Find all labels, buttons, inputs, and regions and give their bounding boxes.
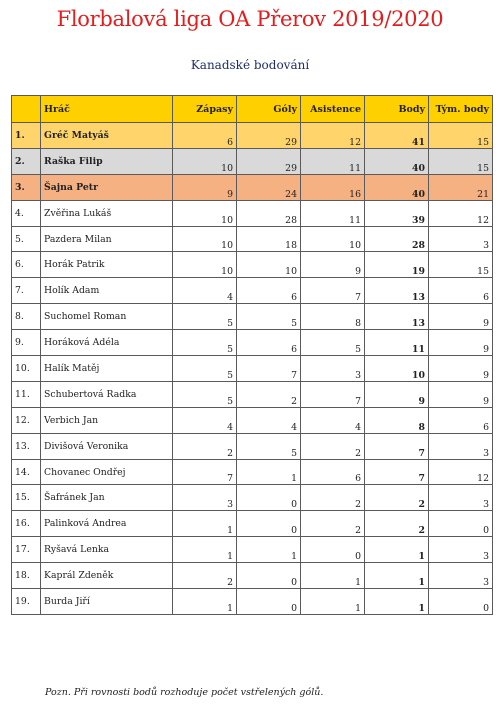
matches-cell: 2 xyxy=(173,433,237,459)
table-row xyxy=(12,459,493,485)
row-rank: 7. xyxy=(12,278,41,304)
points-cell: 13 xyxy=(365,304,429,330)
team-points-cell: 9 xyxy=(429,304,493,330)
assists-cell: 10 xyxy=(301,226,365,252)
table-row xyxy=(12,148,493,174)
team-points-cell: 15 xyxy=(429,252,493,278)
team-points-cell: 12 xyxy=(429,200,493,226)
goals-cell: 1 xyxy=(237,537,301,563)
player-name: Šajna Petr xyxy=(41,174,173,200)
assists-cell: 1 xyxy=(301,589,365,615)
player-name: Holík Adam xyxy=(41,278,173,304)
player-name: Burda Jiří xyxy=(41,589,173,615)
goals-cell: 5 xyxy=(237,433,301,459)
row-rank: 13. xyxy=(12,433,41,459)
matches-cell: 1 xyxy=(173,511,237,537)
team-points-cell: 9 xyxy=(429,381,493,407)
table-row xyxy=(12,304,493,330)
team-points-cell: 12 xyxy=(429,459,493,485)
goals-cell: 7 xyxy=(237,356,301,382)
assists-cell: 2 xyxy=(301,433,365,459)
table-row xyxy=(12,537,493,563)
table-row xyxy=(12,174,493,200)
matches-cell: 4 xyxy=(173,278,237,304)
player-name: Raška Filip xyxy=(41,148,173,174)
row-rank: 18. xyxy=(12,563,41,589)
points-cell: 40 xyxy=(365,174,429,200)
team-points-cell: 15 xyxy=(429,123,493,149)
table-row xyxy=(12,563,493,589)
points-cell: 9 xyxy=(365,381,429,407)
row-rank: 16. xyxy=(12,511,41,537)
player-name: Ryšavá Lenka xyxy=(41,537,173,563)
goals-cell: 6 xyxy=(237,330,301,356)
points-cell: 13 xyxy=(365,278,429,304)
player-name: Schubertová Radka xyxy=(41,381,173,407)
player-name: Horák Patrik xyxy=(41,252,173,278)
matches-cell: 1 xyxy=(173,537,237,563)
points-cell: 11 xyxy=(365,330,429,356)
matches-cell: 9 xyxy=(173,174,237,200)
matches-cell: 2 xyxy=(173,563,237,589)
goals-cell: 0 xyxy=(237,589,301,615)
player-name: Šafránek Jan xyxy=(41,485,173,511)
goals-cell: 5 xyxy=(237,304,301,330)
goals-cell: 2 xyxy=(237,381,301,407)
team-points-cell: 9 xyxy=(429,356,493,382)
table-row xyxy=(12,485,493,511)
team-points-cell: 0 xyxy=(429,589,493,615)
table-row xyxy=(12,278,493,304)
team-points-cell: 0 xyxy=(429,511,493,537)
header-player: Hráč xyxy=(41,96,173,123)
row-rank: 12. xyxy=(12,407,41,433)
table-row xyxy=(12,252,493,278)
standings-table xyxy=(11,95,493,615)
team-points-cell: 3 xyxy=(429,485,493,511)
row-rank: 1. xyxy=(12,123,41,149)
team-points-cell: 15 xyxy=(429,148,493,174)
points-cell: 40 xyxy=(365,148,429,174)
assists-cell: 11 xyxy=(301,200,365,226)
header-team-points: Tým. body xyxy=(429,96,493,123)
row-rank: 3. xyxy=(12,174,41,200)
row-rank: 10. xyxy=(12,356,41,382)
table-row xyxy=(12,226,493,252)
assists-cell: 16 xyxy=(301,174,365,200)
player-name: Horáková Adéla xyxy=(41,330,173,356)
matches-cell: 5 xyxy=(173,330,237,356)
row-rank: 5. xyxy=(12,226,41,252)
points-cell: 28 xyxy=(365,226,429,252)
header-matches: Zápasy xyxy=(173,96,237,123)
row-rank: 17. xyxy=(12,537,41,563)
player-name: Chovanec Ondřej xyxy=(41,459,173,485)
assists-cell: 9 xyxy=(301,252,365,278)
team-points-cell: 9 xyxy=(429,330,493,356)
team-points-cell: 3 xyxy=(429,226,493,252)
team-points-cell: 3 xyxy=(429,563,493,589)
points-cell: 1 xyxy=(365,589,429,615)
matches-cell: 4 xyxy=(173,407,237,433)
matches-cell: 1 xyxy=(173,589,237,615)
row-rank: 14. xyxy=(12,459,41,485)
points-cell: 7 xyxy=(365,433,429,459)
goals-cell: 1 xyxy=(237,459,301,485)
team-points-cell: 6 xyxy=(429,278,493,304)
footnote: Pozn. Při rovnosti bodů rozhoduje počet vstřelených gólů. xyxy=(45,687,324,698)
table-row xyxy=(12,356,493,382)
matches-cell: 6 xyxy=(173,123,237,149)
matches-cell: 5 xyxy=(173,381,237,407)
row-rank: 2. xyxy=(12,148,41,174)
table-header-row xyxy=(12,96,493,123)
matches-cell: 10 xyxy=(173,226,237,252)
matches-cell: 3 xyxy=(173,485,237,511)
row-rank: 4. xyxy=(12,200,41,226)
goals-cell: 24 xyxy=(237,174,301,200)
assists-cell: 2 xyxy=(301,511,365,537)
table-row xyxy=(12,433,493,459)
points-cell: 1 xyxy=(365,537,429,563)
goals-cell: 0 xyxy=(237,485,301,511)
goals-cell: 6 xyxy=(237,278,301,304)
player-name: Palinková Andrea xyxy=(41,511,173,537)
points-cell: 41 xyxy=(365,123,429,149)
matches-cell: 10 xyxy=(173,200,237,226)
goals-cell: 28 xyxy=(237,200,301,226)
assists-cell: 1 xyxy=(301,563,365,589)
table-row xyxy=(12,200,493,226)
assists-cell: 0 xyxy=(301,537,365,563)
team-points-cell: 3 xyxy=(429,433,493,459)
goals-cell: 29 xyxy=(237,123,301,149)
row-rank: 8. xyxy=(12,304,41,330)
assists-cell: 12 xyxy=(301,123,365,149)
header-assists: Asistence xyxy=(301,96,365,123)
points-cell: 2 xyxy=(365,511,429,537)
goals-cell: 10 xyxy=(237,252,301,278)
assists-cell: 7 xyxy=(301,381,365,407)
goals-cell: 18 xyxy=(237,226,301,252)
player-name: Verbich Jan xyxy=(41,407,173,433)
player-name: Suchomel Roman xyxy=(41,304,173,330)
points-cell: 19 xyxy=(365,252,429,278)
points-cell: 1 xyxy=(365,563,429,589)
table-row xyxy=(12,589,493,615)
matches-cell: 10 xyxy=(173,252,237,278)
player-name: Halík Matěj xyxy=(41,356,173,382)
player-name: Divišová Veronika xyxy=(41,433,173,459)
row-rank: 6. xyxy=(12,252,41,278)
page-title: Florbalová liga OA Přerov 2019/2020 xyxy=(56,7,444,31)
assists-cell: 11 xyxy=(301,148,365,174)
row-rank: 9. xyxy=(12,330,41,356)
player-name: Zvěřina Lukáš xyxy=(41,200,173,226)
player-name: Kaprál Zdeněk xyxy=(41,563,173,589)
team-points-cell: 6 xyxy=(429,407,493,433)
points-cell: 39 xyxy=(365,200,429,226)
assists-cell: 6 xyxy=(301,459,365,485)
goals-cell: 4 xyxy=(237,407,301,433)
assists-cell: 7 xyxy=(301,278,365,304)
player-name: Pazdera Milan xyxy=(41,226,173,252)
table-row xyxy=(12,511,493,537)
assists-cell: 5 xyxy=(301,330,365,356)
goals-cell: 0 xyxy=(237,563,301,589)
table-row xyxy=(12,407,493,433)
header-rank xyxy=(12,96,41,123)
assists-cell: 4 xyxy=(301,407,365,433)
goals-cell: 29 xyxy=(237,148,301,174)
assists-cell: 8 xyxy=(301,304,365,330)
assists-cell: 2 xyxy=(301,485,365,511)
matches-cell: 5 xyxy=(173,304,237,330)
page-subtitle: Kanadské bodování xyxy=(190,58,310,72)
points-cell: 8 xyxy=(365,407,429,433)
table-row xyxy=(12,123,493,149)
header-points: Body xyxy=(365,96,429,123)
table-row xyxy=(12,381,493,407)
matches-cell: 5 xyxy=(173,356,237,382)
matches-cell: 10 xyxy=(173,148,237,174)
points-cell: 7 xyxy=(365,459,429,485)
assists-cell: 3 xyxy=(301,356,365,382)
row-rank: 19. xyxy=(12,589,41,615)
row-rank: 15. xyxy=(12,485,41,511)
team-points-cell: 21 xyxy=(429,174,493,200)
header-goals: Góly xyxy=(237,96,301,123)
goals-cell: 0 xyxy=(237,511,301,537)
team-points-cell: 3 xyxy=(429,537,493,563)
points-cell: 10 xyxy=(365,356,429,382)
player-name: Gréč Matyáš xyxy=(41,123,173,149)
points-cell: 2 xyxy=(365,485,429,511)
matches-cell: 7 xyxy=(173,459,237,485)
table-row xyxy=(12,330,493,356)
row-rank: 11. xyxy=(12,381,41,407)
